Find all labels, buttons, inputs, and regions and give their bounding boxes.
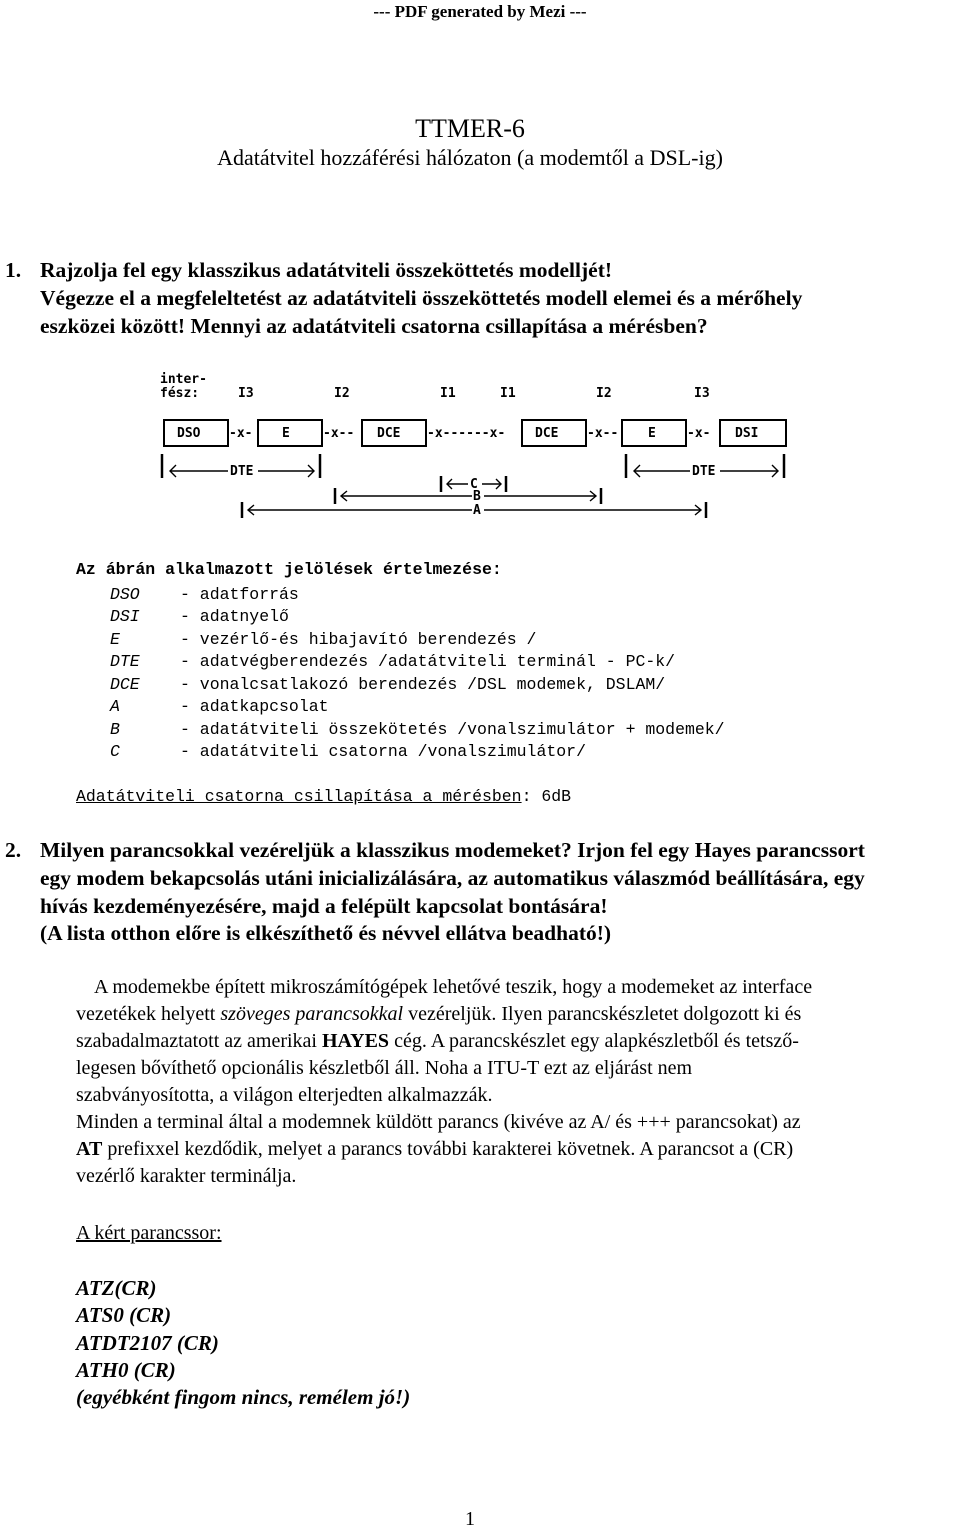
legend-item-dso: DSO - adatforrás (110, 585, 299, 604)
attenuation-label: Adatátviteli csatorna csillapítása a mérésben (76, 787, 522, 806)
command-ats0: ATS0 (CR) (76, 1303, 172, 1327)
legend-item-c: C - adatátviteli csatorna /vonalszimulátor/ (110, 742, 586, 761)
paragraph-2-line-2: AT prefixxel kezdődik, melyet a parancs további karakterei követnek. A parancsot a (CR) (76, 1138, 794, 1160)
question-1-line-3: eszközei között! Mennyi az adatátviteli csatorna csillapítása a mérésben? (40, 314, 708, 338)
box-e-left (258, 420, 322, 446)
span-b (335, 488, 601, 504)
question-1-number: 1. (5, 258, 22, 282)
data-link-model-diagram (150, 368, 800, 523)
interface-i3-right: I3 (694, 386, 710, 401)
question-1-line-2: Végezze el a megfeleltetést az adatátviteli összeköttetés modell elemei és a mérőhely (40, 286, 803, 310)
command-atz: ATZ(CR) (76, 1276, 157, 1300)
document-subtitle: Adatátvitel hozzáférési hálózaton (a modemtől a DSL-ig) (217, 145, 723, 170)
legend-item-dce: DCE - vonalcsatlakozó berendezés /DSL modemek, DSLAM/ (110, 675, 666, 694)
question-1-line-1 (5, 258, 613, 283)
span-dte-left-label: DTE (230, 464, 254, 479)
command-atdt: ATDT2107 (CR) (76, 1331, 219, 1355)
box-dsi-label: DSI (735, 426, 759, 441)
box-dce-right-label: DCE (535, 426, 559, 441)
connector-4: -x-- (587, 426, 619, 441)
question-2-line-4: (A lista otthon előre is elkészíthető és névvel ellátva beadható!) (40, 921, 612, 945)
pdf-generator-header: --- PDF generated by Mezi --- (373, 2, 587, 21)
connector-1: -x- (229, 426, 253, 441)
interface-i1-left: I1 (440, 386, 456, 401)
span-dte-right-label: DTE (692, 464, 716, 479)
box-dso-label: DSO (177, 426, 201, 441)
span-b-label: B (473, 489, 481, 504)
interface-label-line-1: inter- (160, 372, 207, 387)
attenuation-line (76, 787, 571, 806)
question-2-line-1 (5, 838, 865, 863)
legend-item-a: A - adatkapcsolat (110, 697, 329, 716)
box-dce-left-label: DCE (377, 426, 401, 441)
command-ath0: ATH0 (CR) (76, 1358, 176, 1382)
legend-item-dsi: DSI - adatnyelő (110, 607, 289, 626)
document-title: TTMER-6 (415, 114, 525, 143)
span-a-label: A (473, 503, 481, 518)
paragraph-1-line-3: szabadalmaztatott az amerikai HAYES cég. A parancskészlet egy alapkészletből és tetsző- (76, 1030, 799, 1052)
interface-i3-left: I3 (238, 386, 254, 401)
connector-5: -x- (687, 426, 711, 441)
legend-item-b: B - adatátviteli összekötetés /vonalszimulátor + modemek/ (110, 720, 725, 739)
legend-heading: Az ábrán alkalmazott jelölések értelmezése: (76, 560, 502, 579)
question-2-text: Milyen parancsokkal vezéreljük a klasszikus modemeket? Irjon fel egy Hayes parancssort (40, 838, 865, 862)
interface-i1-right: I1 (500, 386, 516, 401)
attenuation-value: : 6dB (521, 787, 572, 806)
question-2-line-3: hívás kezdeményezésére, majd a felépült kapcsolat bontására! (40, 894, 608, 918)
paragraph-2-line-3: vezérlő karakter terminálja. (76, 1165, 297, 1187)
span-c-label: C (470, 477, 478, 492)
page-number: 1 (465, 1508, 475, 1530)
connector-2: -x-- (323, 426, 355, 441)
command-heading: A kért parancssor: (76, 1222, 222, 1244)
paragraph-2-line-1: Minden a terminal által a modemnek küldött parancs (kivéve az A/ és +++ parancsokat) az (76, 1111, 801, 1133)
interface-label-line-2: fész: (160, 386, 200, 401)
box-e-left-label: E (282, 426, 290, 441)
paragraph-1-line-5: szabványosította, a világon elterjedten alkalmazzák. (76, 1084, 493, 1106)
paragraph-1-line-2: vezetékek helyett szöveges parancsokkal vezéreljük. Ilyen parancskészletet dolgozott ki és (76, 1003, 802, 1025)
interface-i2-left: I2 (334, 386, 350, 401)
box-e-right-label: E (648, 426, 656, 441)
interface-i2-right: I2 (596, 386, 612, 401)
legend-item-dte: DTE - adatvégberendezés /adatátviteli terminál - PC-k/ (110, 652, 676, 671)
connector-3: -x------x- (427, 426, 506, 441)
legend-item-e: E - vezérlő-és hibajavító berendezés / (110, 630, 537, 649)
question-2-number: 2. (5, 838, 22, 862)
command-note: (egyébként fingom nincs, remélem jó!) (76, 1385, 411, 1409)
paragraph-1-line-1: A modemekbe épített mikroszámítógépek lehetővé teszik, hogy a modemeket az interface (94, 976, 813, 998)
paragraph-1-line-4: legesen bővíthető opcionális készletből áll. Noha a ITU-T ezt az eljárást nem (76, 1057, 693, 1079)
question-1-text: Rajzolja fel egy klasszikus adatátviteli összeköttetés modelljét! (40, 258, 613, 282)
question-2-line-2: egy modem bekapcsolás utáni inicializálására, az automatikus válaszmód beállítására, egy (40, 866, 865, 890)
